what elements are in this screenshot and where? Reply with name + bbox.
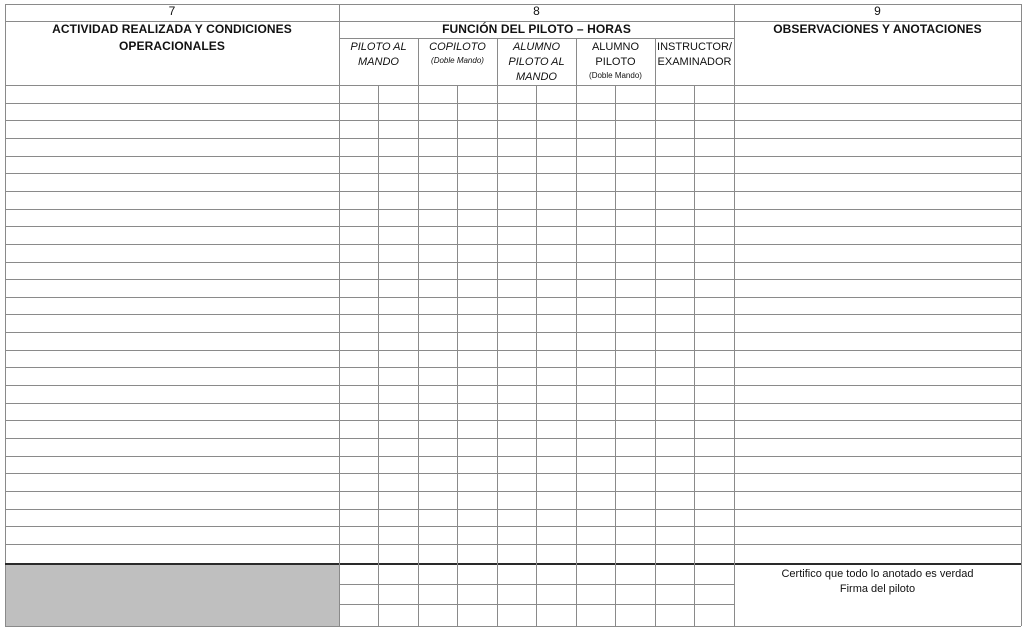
- col8-title: FUNCIÓN DEL PILOTO – HORAS: [442, 22, 631, 36]
- row-rule: [5, 456, 1021, 457]
- row-rule: [5, 438, 1021, 439]
- col7-number: 7: [168, 4, 176, 18]
- col8-col9-divider: [734, 4, 735, 626]
- hours-minutes-divider: [536, 85, 537, 626]
- row-rule: [5, 103, 1021, 104]
- row-rule: [5, 262, 1021, 263]
- row-rule: [5, 526, 1021, 527]
- row-rule: [5, 350, 1021, 351]
- col9-title: OBSERVACIONES Y ANOTACIONES: [773, 22, 982, 36]
- header-bottom-rule: [5, 85, 1021, 86]
- subcol-alumno-piloto-note: (Doble Mando): [589, 71, 642, 80]
- subcol-alumno-piloto-line2: PILOTO: [595, 56, 636, 68]
- frame-right: [1021, 4, 1022, 626]
- hours-minutes-divider: [378, 85, 379, 626]
- subcol-alumno-mando-line3: MANDO: [516, 71, 557, 83]
- footer-rule: [5, 563, 1021, 565]
- row-rule: [5, 279, 1021, 280]
- subcol-divider: [497, 38, 498, 626]
- row-rule: [5, 226, 1021, 227]
- row-rule: [5, 544, 1021, 545]
- subcol-instructor-line2: EXAMINADOR: [657, 56, 732, 68]
- hours-minutes-divider: [457, 85, 458, 626]
- row-rule: [5, 385, 1021, 386]
- subcol-copiloto-note: (Doble Mando): [431, 56, 484, 65]
- row-rule: [5, 473, 1021, 474]
- frame-bottom: [5, 626, 1021, 627]
- row-rule: [5, 120, 1021, 121]
- row-rule: [5, 403, 1021, 404]
- subcol-alumno-mando-line2: PILOTO AL: [508, 56, 565, 68]
- row-rule: [5, 314, 1021, 315]
- certify-text: Certifico que todo lo anotado es verdad: [781, 568, 974, 580]
- signature-label: Firma del piloto: [839, 583, 916, 595]
- col8-title-rule: [339, 38, 734, 39]
- col7-title-line2: OPERACIONALES: [119, 39, 225, 53]
- row-rule: [5, 138, 1021, 139]
- row-rule: [5, 156, 1021, 157]
- frame-left: [5, 4, 6, 626]
- shaded-footer-cell: [5, 565, 339, 626]
- row-rule: [5, 244, 1021, 245]
- row-rule: [5, 367, 1021, 368]
- col8-number: 8: [533, 4, 540, 18]
- row-rule: [5, 173, 1021, 174]
- row-rule: [5, 297, 1021, 298]
- row-rule: [5, 420, 1021, 421]
- subcol-divider: [576, 38, 577, 626]
- row-rule: [5, 209, 1021, 210]
- row-rule: [5, 332, 1021, 333]
- subcol-alumno-piloto-line1: ALUMNO: [591, 41, 640, 53]
- subcol-piloto-mando-line2: MANDO: [358, 56, 399, 68]
- row-rule: [5, 509, 1021, 510]
- subcol-instructor-line1: INSTRUCTOR/: [657, 41, 732, 53]
- row-rule: [5, 491, 1021, 492]
- subcol-piloto-mando-line1: PILOTO AL: [350, 41, 407, 53]
- subcol-copiloto-line1: COPILOTO: [429, 41, 486, 53]
- subcol-divider: [655, 38, 656, 626]
- row-rule: [5, 191, 1021, 192]
- subcol-alumno-mando-line1: ALUMNO: [512, 41, 561, 53]
- col7-title-line1: ACTIVIDAD REALIZADA Y CONDICIONES: [52, 22, 292, 36]
- hours-minutes-divider: [615, 85, 616, 626]
- col7-col8-divider: [339, 4, 340, 626]
- col9-number: 9: [874, 4, 881, 18]
- subcol-divider: [418, 38, 419, 626]
- hours-minutes-divider: [694, 85, 695, 626]
